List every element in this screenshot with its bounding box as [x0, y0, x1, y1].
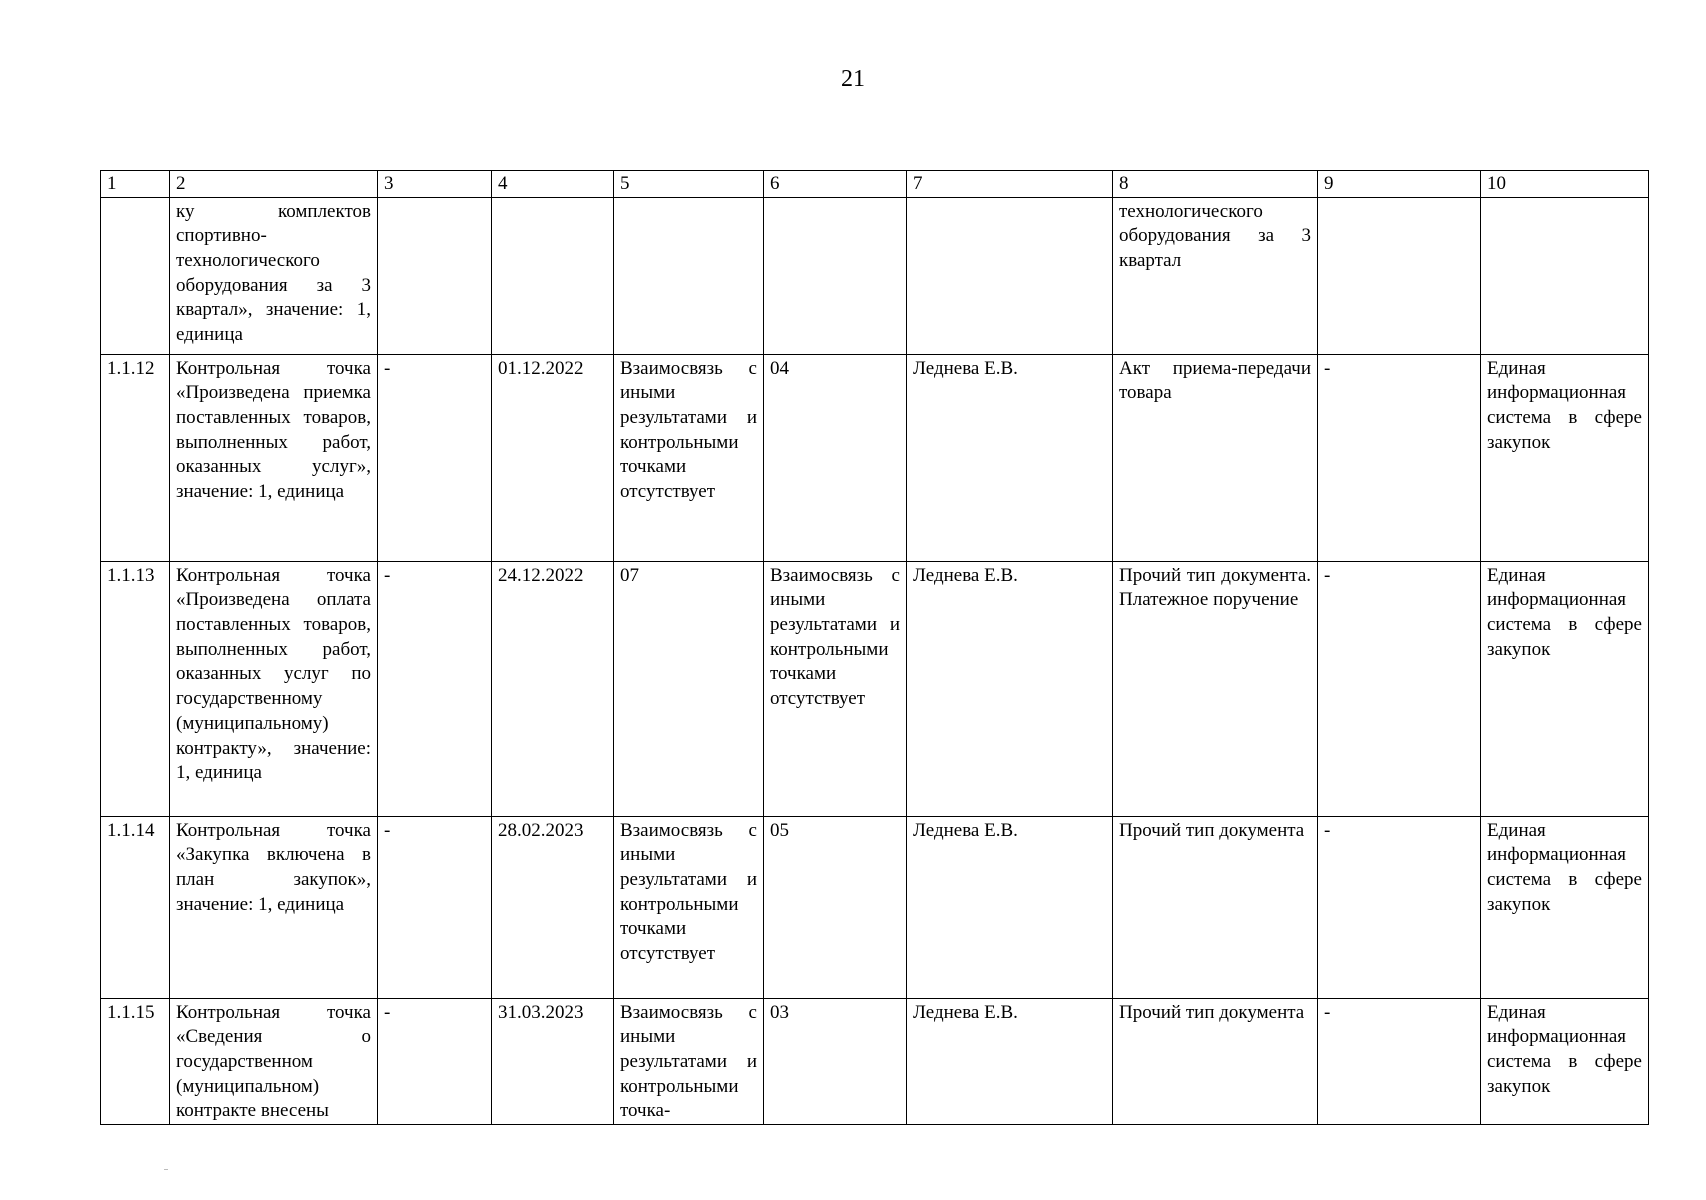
- table-cell: 03: [764, 998, 907, 1124]
- responsible-cell: [907, 197, 1113, 354]
- document-type-cell: Акт приема-передачи товара: [1113, 354, 1318, 561]
- table-cell: Взаимосвязь с иными результатами и контрольными точка-: [614, 998, 764, 1124]
- responsible-cell: Леднева Е.В.: [907, 561, 1113, 816]
- table-cell: [764, 197, 907, 354]
- table-cell: -: [1318, 816, 1481, 998]
- document-type-cell: Прочий тип документа: [1113, 816, 1318, 998]
- row-number-cell: 1.1.13: [101, 561, 170, 816]
- column-header: 5: [614, 171, 764, 198]
- table-row: [101, 561, 1649, 816]
- column-header: 8: [1113, 171, 1318, 198]
- system-cell: Единая информационная система в сфере закупок: [1481, 816, 1649, 998]
- table-cell: 04: [764, 354, 907, 561]
- table-row: [101, 816, 1649, 998]
- row-number-cell: 1.1.14: [101, 816, 170, 998]
- system-cell: [1481, 197, 1649, 354]
- description-cell: Контрольная точка «Закупка включена в план закупок», значение: 1, единица: [170, 816, 378, 998]
- column-header: 3: [378, 171, 492, 198]
- page-number: 21: [841, 66, 865, 92]
- date-cell: 24.12.2022: [492, 561, 614, 816]
- row-number-cell: 1.1.15: [101, 998, 170, 1124]
- system-cell: Единая информационная система в сфере закупок: [1481, 354, 1649, 561]
- column-header: 1: [101, 171, 170, 198]
- responsible-cell: Леднева Е.В.: [907, 998, 1113, 1124]
- system-cell: Единая информационная система в сфере закупок: [1481, 561, 1649, 816]
- system-cell: Единая информационная система в сфере закупок: [1481, 998, 1649, 1124]
- table-cell: 05: [764, 816, 907, 998]
- table-cell: -: [1318, 998, 1481, 1124]
- date-cell: [492, 197, 614, 354]
- description-cell: Контрольная точка «Произведена оплата поставленных товаров, выполненных работ, оказанных услуг по государственному (муниципальному) контракту», значение: 1, единица: [170, 561, 378, 816]
- table-cell: 07: [614, 561, 764, 816]
- table-row: [101, 197, 1649, 354]
- document-type-cell: Прочий тип документа: [1113, 998, 1318, 1124]
- description-cell: Контрольная точка «Произведена приемка поставленных товаров, выполненных работ, оказанных услуг», значение: 1, единица: [170, 354, 378, 561]
- date-cell: 31.03.2023: [492, 998, 614, 1124]
- date-cell: 28.02.2023: [492, 816, 614, 998]
- table-header-row: [101, 171, 1649, 198]
- document-table: [100, 170, 1649, 1125]
- table-cell: -: [378, 561, 492, 816]
- table-row: [101, 998, 1649, 1124]
- column-header: 10: [1481, 171, 1649, 198]
- table-cell: Взаимосвязь с иными результатами и контрольными точками отсутствует: [764, 561, 907, 816]
- column-header: 2: [170, 171, 378, 198]
- scan-speck: [164, 1169, 168, 1170]
- table-cell: -: [378, 998, 492, 1124]
- column-header: 6: [764, 171, 907, 198]
- table-cell: -: [1318, 354, 1481, 561]
- row-number-cell: 1.1.12: [101, 354, 170, 561]
- document-type-cell: Прочий тип документа. Платежное поручение: [1113, 561, 1318, 816]
- document-type-cell: технологического оборудования за 3 квартал: [1113, 197, 1318, 354]
- row-number-cell: [101, 197, 170, 354]
- table-cell: -: [378, 816, 492, 998]
- table-cell: Взаимосвязь с иными результатами и контрольными точками отсутствует: [614, 816, 764, 998]
- table-cell: -: [378, 354, 492, 561]
- table-row: [101, 354, 1649, 561]
- responsible-cell: Леднева Е.В.: [907, 816, 1113, 998]
- table-cell: [614, 197, 764, 354]
- table-cell: Взаимосвязь с иными результатами и контрольными точками отсутствует: [614, 354, 764, 561]
- column-header: 7: [907, 171, 1113, 198]
- table-cell: [1318, 197, 1481, 354]
- date-cell: 01.12.2022: [492, 354, 614, 561]
- description-cell: Контрольная точка «Сведения о государственном (муниципальном) контракте внесены: [170, 998, 378, 1124]
- column-header: 9: [1318, 171, 1481, 198]
- responsible-cell: Леднева Е.В.: [907, 354, 1113, 561]
- description-cell: ку комплектов спортивно-технологического оборудования за 3 квартал», значение: 1, единица: [170, 197, 378, 354]
- column-header: 4: [492, 171, 614, 198]
- table-cell: -: [1318, 561, 1481, 816]
- table-cell: [378, 197, 492, 354]
